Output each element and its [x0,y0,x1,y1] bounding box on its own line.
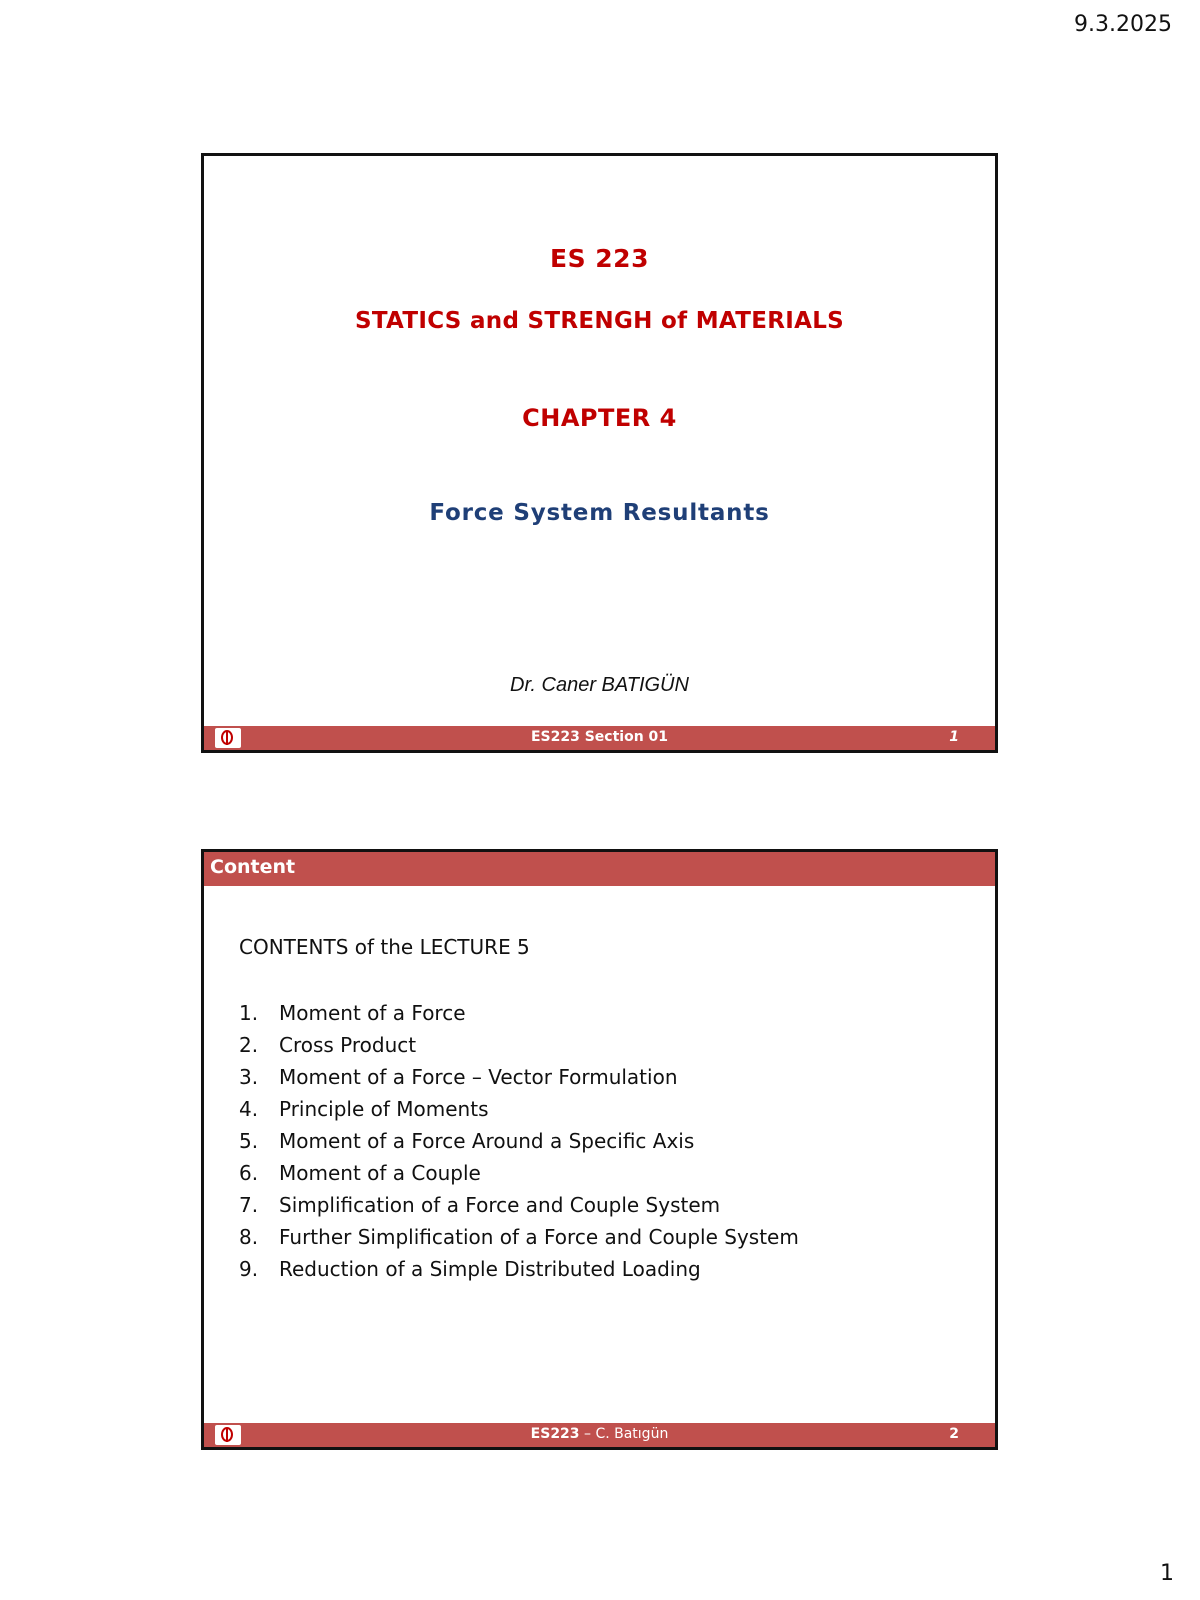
list-item: 2. Cross Product [239,1033,417,1057]
slide-footer [204,1423,995,1447]
contents-heading: CONTENTS of the LECTURE 5 [239,935,530,959]
author-name: Dr. Caner BATIGÜN [510,674,689,696]
slide-number: 2 [949,1426,959,1442]
list-item: 8. Further Simplification of a Force and Couple System [239,1225,799,1249]
contents-list [239,997,799,1285]
list-item: 7. Simplification of a Force and Couple System [239,1193,721,1217]
page-date: 9.3.2025 [1074,12,1172,37]
slide-2 [201,849,998,1450]
course-title: STATICS and STRENGH of MATERIALS [354,308,845,334]
page-number: 1 [1160,1561,1174,1586]
list-item: 3. Moment of a Force – Vector Formulation [239,1065,678,1089]
list-item: 1. Moment of a Force [239,1001,466,1025]
slide-number: 1 [949,729,959,745]
list-item: 6. Moment of a Couple [239,1161,481,1185]
course-code: ES 223 [550,244,649,273]
list-item: 5. Moment of a Force Around a Specific Axis [239,1129,695,1153]
footer-course: ES223 – C. Batıgün [530,1426,669,1442]
slide-header [204,852,995,886]
list-item: 9. Reduction of a Simple Distributed Loading [239,1257,701,1281]
chapter-label: CHAPTER 4 [522,404,677,432]
slide-1 [201,153,998,753]
slide-footer [204,726,995,750]
list-item: 4. Principle of Moments [239,1097,489,1121]
footer-section: ES223 Section 01 [530,729,669,745]
slide-header-title: Content [210,856,296,878]
chapter-subject: Force System Resultants [429,500,770,526]
